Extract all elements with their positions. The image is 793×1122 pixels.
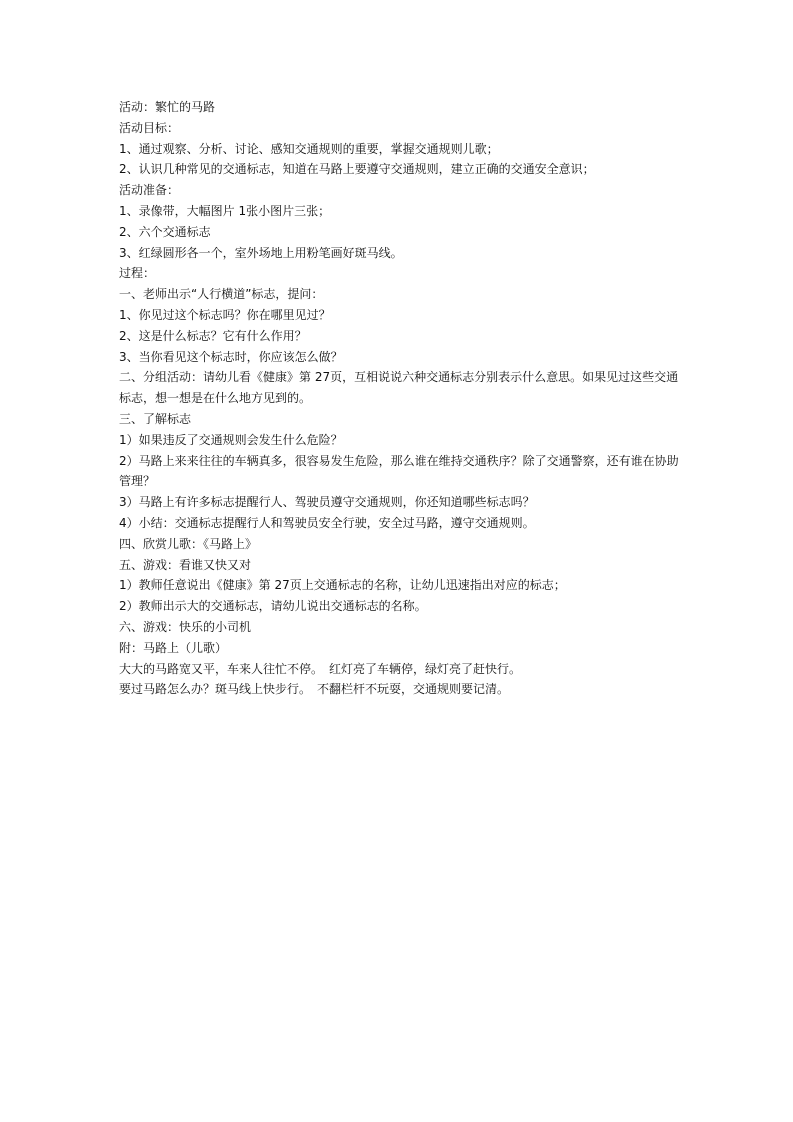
process-step-heading: 一、老师出示“人行横道”标志，提问： (119, 287, 324, 302)
question-item: 2）马路上来来往往的车辆真多，很容易发生危险，那么谁在维持交通秩序？除了交通警察，还有谁在协助管理？ (119, 453, 679, 489)
game-item: 2）教师出示大的交通标志，请幼儿说出交通标志的名称。 (119, 599, 427, 614)
question-item: 1）如果违反了交通规则会发生什么危险？ (119, 432, 343, 447)
question-item: 3、当你看见这个标志时，你应该怎么做？ (119, 349, 343, 364)
game-item: 1）教师任意说出《健康》第 27页上交通标志的名称，让幼儿迅速指出对应的标志； (119, 578, 566, 593)
goal-item: 2、认识几种常见的交通标志，知道在马路上要遵守交通规则，建立正确的交通安全意识； (119, 162, 595, 177)
summary-item: 4）小结：交通标志提醒行人和驾驶员安全行驶，安全过马路，遵守交通规则。 (119, 515, 535, 530)
preparation-item: 1、录像带，大幅图片 1张小图片三张； (119, 203, 331, 218)
question-item: 3）马路上有许多标志提醒行人、驾驶员遵守交通规则，你还知道哪些标志吗？ (119, 495, 535, 510)
song-line: 大大的马路宽又平，车来人往忙不停。 红灯亮了车辆停，绿灯亮了赶快行。 (119, 661, 522, 676)
process-step-heading: 五、游戏：看谁又快又对 (119, 557, 252, 572)
preparation-item: 3、红绿圆形各一个，室外场地上用粉笔画好斑马线。 (119, 245, 403, 260)
section-heading-process: 过程： (119, 266, 156, 281)
process-step-paragraph: 二、分组活动：请幼儿看《健康》第 27页，互相说说六种交通标志分别表示什么意思。如果见过这些交通标志，想一想是在什么地方见到的。 (119, 370, 679, 406)
song-line: 要过马路怎么办？斑马线上快步行。 不翻栏杆不玩耍，交通规则要记清。 (119, 682, 510, 697)
goal-item: 1、通过观察、分析、讨论、感知交通规则的重要，掌握交通规则儿歌； (119, 141, 499, 156)
document-body (119, 97, 684, 700)
question-item: 2、这是什么标志？它有什么作用？ (119, 328, 307, 343)
process-step-heading: 三、了解标志 (119, 411, 192, 426)
preparation-item: 2、六个交通标志 (119, 224, 211, 239)
process-step-heading: 六、游戏：快乐的小司机 (119, 619, 252, 634)
process-step-heading: 四、欣赏儿歌：《马路上》 (119, 536, 258, 551)
appendix-heading: 附：马路上（儿歌） (119, 640, 228, 655)
question-item: 1、你见过这个标志吗？你在哪里见过？ (119, 307, 331, 322)
section-heading-preparation: 活动准备： (119, 183, 180, 198)
document-title: 活动：繁忙的马路 (119, 100, 216, 114)
section-heading-goals: 活动目标： (119, 120, 180, 135)
